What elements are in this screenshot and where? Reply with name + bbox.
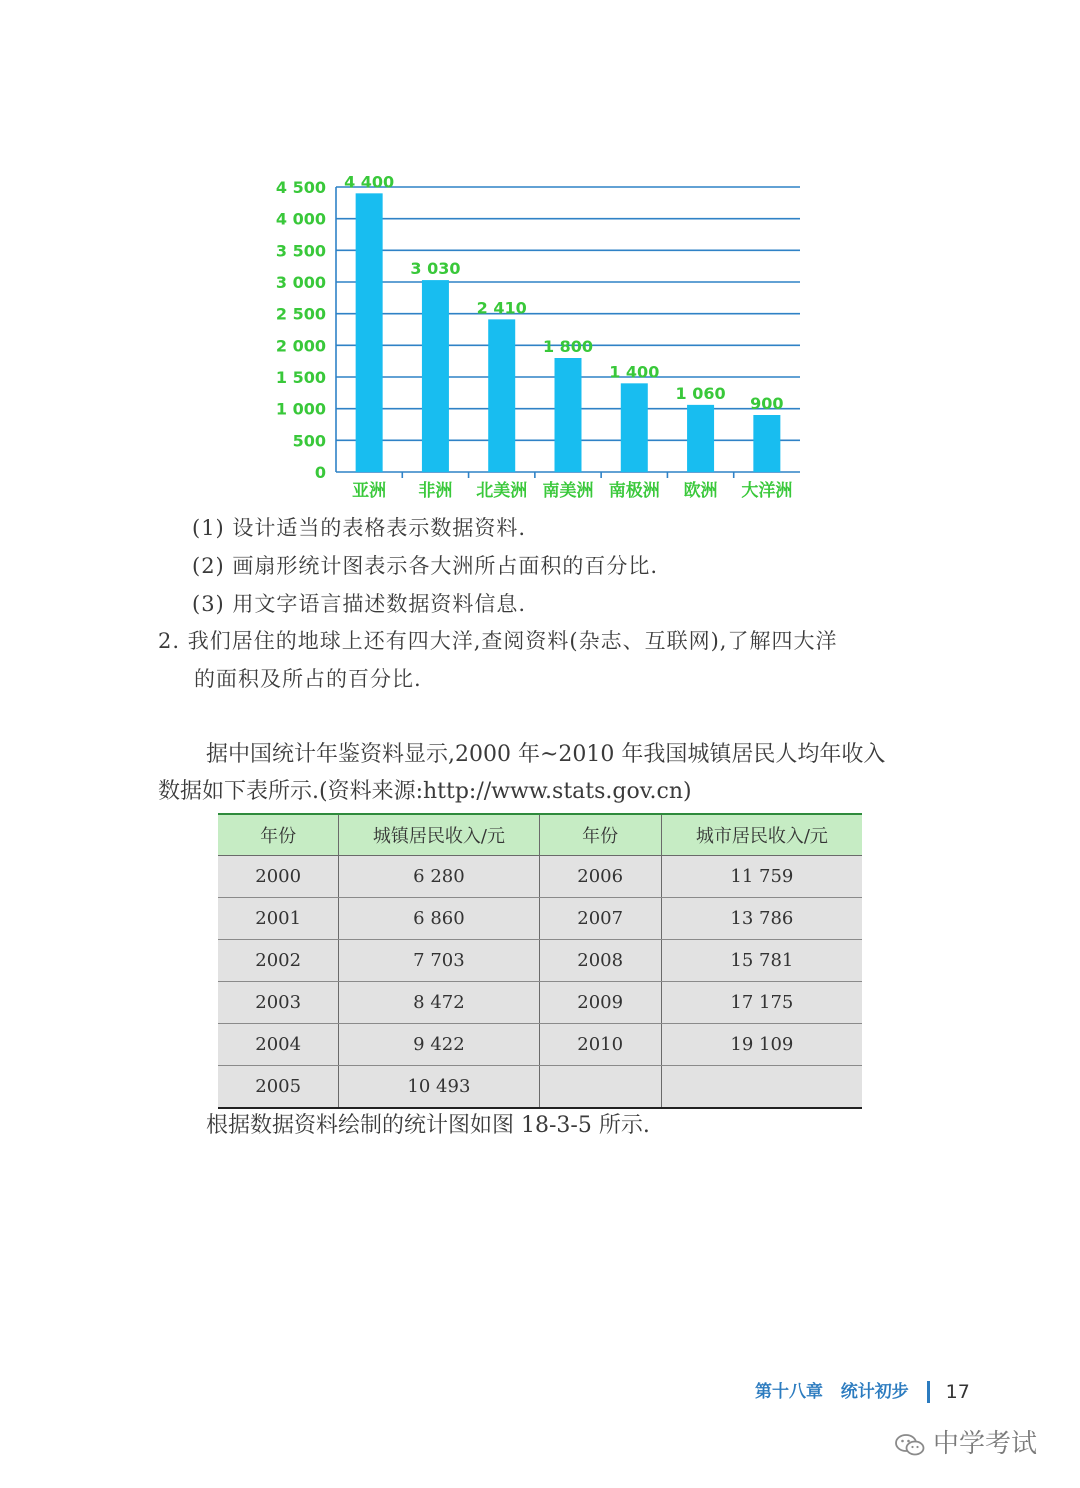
table-cell: 6 280 bbox=[339, 856, 539, 898]
table-row bbox=[218, 1024, 862, 1066]
page-footer bbox=[755, 1377, 970, 1403]
bar-chart bbox=[0, 0, 1080, 510]
watermark bbox=[895, 1423, 1037, 1460]
y-tick-label: 2 500 bbox=[275, 304, 326, 324]
data-label: 1 400 bbox=[609, 362, 660, 382]
table-cell: 19 109 bbox=[661, 1024, 862, 1066]
data-label: 2 410 bbox=[476, 298, 527, 318]
table-cell: 11 759 bbox=[661, 856, 862, 898]
table-cell: 2001 bbox=[218, 898, 339, 940]
table-row bbox=[218, 982, 862, 1024]
bar bbox=[687, 405, 714, 472]
question-1-part-3: (3) 用文字语言描述数据资料信息. bbox=[192, 592, 527, 616]
table-cell: 7 703 bbox=[339, 940, 539, 982]
y-tick-label: 3 500 bbox=[275, 241, 326, 261]
table-cell: 2002 bbox=[218, 940, 339, 982]
y-tick-label: 1 500 bbox=[275, 368, 326, 387]
table-cell: 6 860 bbox=[339, 898, 539, 940]
table-cell: 15 781 bbox=[661, 940, 862, 982]
header-town-income: 城镇居民收入/元 bbox=[339, 814, 539, 856]
table-cell: 2003 bbox=[218, 982, 339, 1024]
header-year-1: 年份 bbox=[218, 814, 339, 856]
intro-line-1: 据中国统计年鉴资料显示,2000 年~2010 年我国城镇居民人均年收入 bbox=[206, 742, 886, 767]
data-label: 900 bbox=[750, 394, 784, 413]
footer-separator bbox=[927, 1381, 930, 1403]
table-cell: 2006 bbox=[539, 856, 661, 898]
x-tick-label: 大洋洲 bbox=[741, 481, 793, 501]
table-cell: 2005 bbox=[218, 1066, 339, 1109]
table-cell: 10 493 bbox=[339, 1066, 539, 1109]
chart-bars bbox=[356, 193, 784, 472]
y-tick-label: 500 bbox=[292, 431, 326, 451]
income-table bbox=[218, 813, 862, 1109]
table-cell: 13 786 bbox=[661, 898, 862, 940]
table-cell bbox=[539, 1066, 661, 1109]
bar bbox=[422, 280, 449, 472]
question-1-part-2: (2) 画扇形统计图表示各大洲所占面积的百分比. bbox=[192, 554, 659, 578]
footer-section: 统计初步 bbox=[840, 1382, 909, 1402]
watermark-text: 中学考试 bbox=[933, 1429, 1038, 1459]
x-tick-label: 亚洲 bbox=[352, 481, 387, 501]
header-city-income: 城市居民收入/元 bbox=[661, 814, 862, 856]
header-year-2: 年份 bbox=[539, 814, 661, 856]
table-row bbox=[218, 1066, 862, 1109]
x-tick-label: 南美洲 bbox=[542, 481, 594, 501]
chart-labels bbox=[276, 172, 792, 501]
question-2-line-1: 2. 我们居住的地球上还有四大洋,查阅资料(杂志、互联网),了解四大洋 bbox=[158, 629, 838, 653]
y-tick-label: 4 000 bbox=[275, 209, 326, 229]
conclusion-text: 根据数据资料绘制的统计图如图 18-3-5 所示. bbox=[206, 1113, 650, 1138]
y-tick-label: 3 000 bbox=[275, 273, 326, 292]
bar bbox=[753, 415, 780, 472]
y-tick-label: 4 500 bbox=[275, 178, 326, 197]
table-row bbox=[218, 940, 862, 982]
x-tick-label: 非洲 bbox=[418, 481, 453, 501]
bar bbox=[555, 358, 582, 472]
intro-line-2: 数据如下表所示.(资料来源:http://www.stats.gov.cn) bbox=[158, 779, 692, 804]
bar bbox=[356, 193, 383, 472]
table-cell: 2009 bbox=[539, 982, 661, 1024]
table-cell: 2010 bbox=[539, 1024, 661, 1066]
table-cell: 17 175 bbox=[661, 982, 862, 1024]
table-header-row bbox=[218, 814, 862, 856]
table-cell: 2007 bbox=[539, 898, 661, 940]
table-cell: 9 422 bbox=[339, 1024, 539, 1066]
data-label: 4 400 bbox=[344, 172, 395, 192]
data-label: 1 060 bbox=[675, 383, 726, 403]
table-cell: 2008 bbox=[539, 940, 661, 982]
y-tick-label: 0 bbox=[314, 463, 326, 482]
footer-chapter: 第十八章 bbox=[755, 1382, 823, 1402]
y-tick-label: 2 000 bbox=[275, 336, 326, 356]
y-tick-label: 1 000 bbox=[275, 399, 326, 419]
question-1-part-1: (1) 设计适当的表格表示数据资料. bbox=[192, 516, 527, 540]
wechat-icon bbox=[895, 1433, 925, 1457]
question-2-line-2: 的面积及所占的百分比. bbox=[194, 667, 422, 691]
bar bbox=[488, 319, 515, 472]
table-row bbox=[218, 898, 862, 940]
x-tick-label: 北美洲 bbox=[476, 481, 528, 501]
table-cell: 2000 bbox=[218, 856, 339, 898]
table-cell: 8 472 bbox=[339, 982, 539, 1024]
data-label: 3 030 bbox=[410, 259, 461, 279]
bar bbox=[621, 383, 648, 472]
table-row bbox=[218, 856, 862, 898]
x-tick-label: 南极洲 bbox=[608, 481, 660, 501]
table-cell bbox=[661, 1066, 862, 1109]
page-number: 17 bbox=[945, 1381, 970, 1403]
data-label: 1 800 bbox=[542, 337, 594, 356]
x-tick-label: 欧洲 bbox=[683, 481, 718, 501]
table-cell: 2004 bbox=[218, 1024, 339, 1066]
